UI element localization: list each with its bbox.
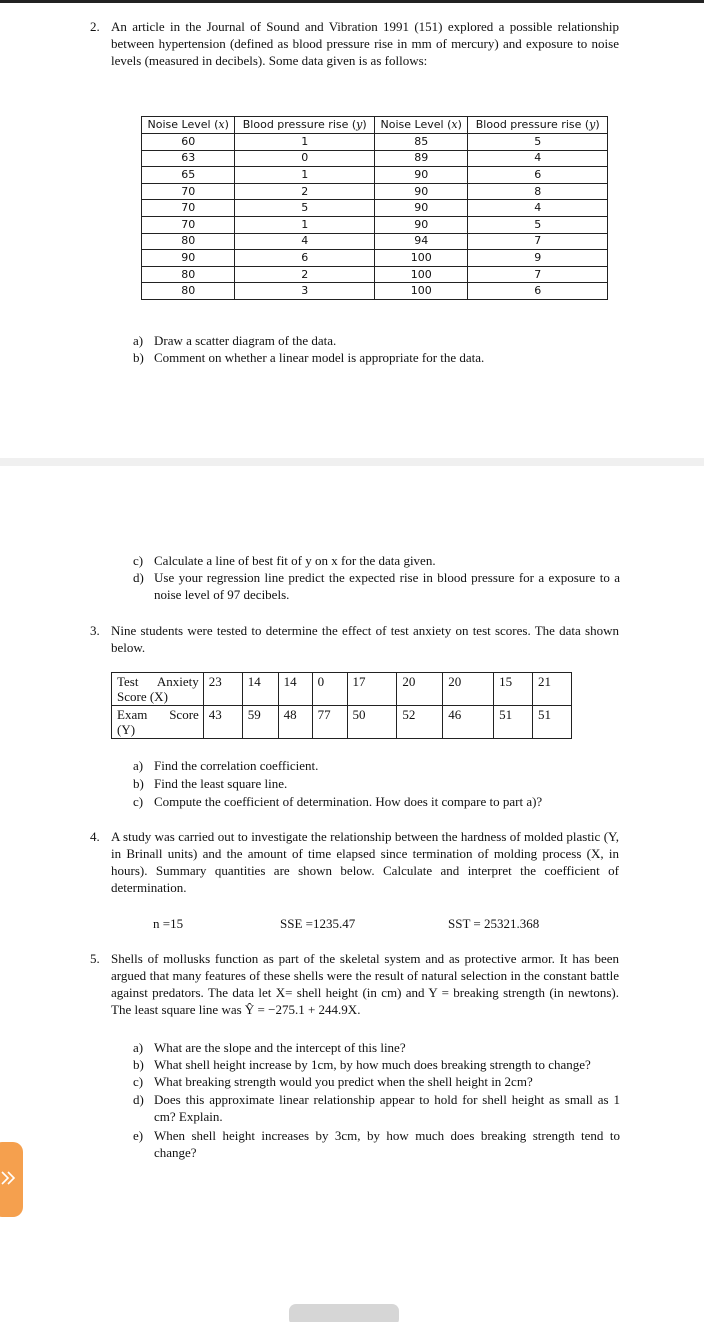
table-cell: 89 — [374, 150, 467, 167]
header-noise-level-2: Noise Level (x) — [374, 117, 467, 134]
table-cell: 14 — [242, 673, 278, 706]
table-cell: 0 — [235, 150, 375, 167]
table-cell: 51 — [494, 706, 533, 739]
q5-number: 5. — [90, 951, 100, 966]
table-row — [142, 134, 608, 151]
table-cell: 43 — [203, 706, 242, 739]
table-cell: 9 — [468, 250, 608, 267]
header-bp-rise-1: Blood pressure rise (y) — [235, 117, 375, 134]
table-cell: 1 — [235, 216, 375, 233]
table-cell: 90 — [374, 216, 467, 233]
table-cell: 7 — [468, 233, 608, 250]
q5-part-d: d) Does this approximate linear relationship appear to hold for shell height as small as 1 cm? Explain. — [133, 1092, 620, 1124]
table-cell: 100 — [374, 266, 467, 283]
table-row — [142, 183, 608, 200]
q5-part-b: b) What shell height increase by 1cm, by how much does breaking strength to change? — [133, 1057, 591, 1072]
home-indicator[interactable] — [289, 1304, 399, 1322]
row-label: Test Anxiety Score (X) — [112, 673, 204, 706]
table-cell: 5 — [468, 216, 608, 233]
anxiety-score-table — [111, 672, 572, 739]
table-cell: 70 — [142, 183, 235, 200]
q2-number: 2. — [90, 19, 100, 34]
table-row — [112, 706, 572, 739]
table-cell: 6 — [235, 250, 375, 267]
table-cell: 8 — [468, 183, 608, 200]
table-row — [142, 150, 608, 167]
table-cell: 46 — [443, 706, 494, 739]
q2-part-c: c) Calculate a line of best fit of y on x for the data given. — [133, 553, 436, 568]
table-cell: 48 — [278, 706, 312, 739]
noise-bp-table — [141, 116, 608, 300]
table-cell: 63 — [142, 150, 235, 167]
table-cell: 94 — [374, 233, 467, 250]
table-cell: 5 — [468, 134, 608, 151]
table-row — [142, 250, 608, 267]
summary-sse: SSE =1235.47 — [280, 916, 356, 931]
q5-text: Shells of mollusks function as part of the skeletal system and as protective armor. It has been argued that many features of these shells were the result of natural selection in the constant battle against predators. The data let X= shell height (in cm) and Y = breaking strength (in newtons). The least square line was Ŷ = −275.1 + 244.9X. — [111, 951, 619, 1017]
table-cell: 6 — [468, 167, 608, 184]
table-row — [142, 233, 608, 250]
table-cell: 23 — [203, 673, 242, 706]
table-cell: 2 — [235, 266, 375, 283]
q2-part-d: d) Use your regression line predict the expected rise in blood pressure for a exposure to a noise level of 97 decibels. — [133, 570, 620, 602]
table-cell: 1 — [235, 134, 375, 151]
table-cell: 17 — [347, 673, 397, 706]
table-cell: 90 — [142, 250, 235, 267]
double-chevron-right-icon — [0, 1171, 16, 1185]
q3-part-c: c) Compute the coefficient of determination. How does it compare to part a)? — [133, 794, 543, 809]
table-cell: 14 — [278, 673, 312, 706]
table-cell: 77 — [312, 706, 347, 739]
table-cell: 4 — [235, 233, 375, 250]
q5-part-a: a) What are the slope and the intercept of this line? — [133, 1040, 406, 1055]
table-row — [142, 216, 608, 233]
header-noise-level-1: Noise Level (x) — [142, 117, 235, 134]
q2-part-a: a) Draw a scatter diagram of the data. — [133, 333, 337, 348]
table-row — [142, 283, 608, 300]
table-cell: 59 — [242, 706, 278, 739]
row-label: Exam Score (Y) — [112, 706, 204, 739]
q3-text: Nine students were tested to determine the effect of test anxiety on test scores. The data shown below. — [111, 623, 619, 655]
table-cell: 15 — [494, 673, 533, 706]
q4-text: A study was carried out to investigate the relationship between the hardness of molded plastic (Y, in Brinall units) and the amount of time elapsed since termination of molding process (X, in hours). Summary quantities are shown below. Calculate and interpret the coefficient of determination. — [111, 829, 619, 895]
table-cell: 50 — [347, 706, 397, 739]
table-cell: 21 — [533, 673, 572, 706]
table-row — [142, 200, 608, 217]
summary-sst: SST = 25321.368 — [448, 916, 540, 931]
table-cell: 6 — [468, 283, 608, 300]
table-cell: 2 — [235, 183, 375, 200]
table-cell: 90 — [374, 167, 467, 184]
top-border — [0, 0, 704, 3]
table-cell: 3 — [235, 283, 375, 300]
header-bp-rise-2: Blood pressure rise (y) — [468, 117, 608, 134]
table-cell: 90 — [374, 183, 467, 200]
table-cell: 0 — [312, 673, 347, 706]
table-cell: 70 — [142, 216, 235, 233]
table-cell: 80 — [142, 233, 235, 250]
table-cell: 52 — [397, 706, 443, 739]
q3-number: 3. — [90, 623, 100, 638]
table-cell: 20 — [443, 673, 494, 706]
expand-panel-button[interactable] — [0, 1142, 23, 1217]
q3-part-a: a) Find the correlation coefficient. — [133, 758, 319, 773]
table-cell: 100 — [374, 250, 467, 267]
table-cell: 65 — [142, 167, 235, 184]
table-cell: 4 — [468, 200, 608, 217]
table-cell: 90 — [374, 200, 467, 217]
q5-part-e: e) When shell height increases by 3cm, by how much does breaking strength tend to change? — [133, 1128, 620, 1160]
q2-text: An article in the Journal of Sound and Vibration 1991 (151) explored a possible relationship between hypertension (defined as blood pressure rise in mm of mercury) and exposure to noise levels (measured in decibels). Some data given is as follows: — [111, 19, 619, 68]
q3-part-b: b) Find the least square line. — [133, 776, 288, 791]
table-cell: 20 — [397, 673, 443, 706]
table-cell: 80 — [142, 266, 235, 283]
table-cell: 100 — [374, 283, 467, 300]
table-cell: 85 — [374, 134, 467, 151]
table-cell: 80 — [142, 283, 235, 300]
table-cell: 4 — [468, 150, 608, 167]
q5-part-c: c) What breaking strength would you predict when the shell height in 2cm? — [133, 1074, 533, 1089]
table-cell: 1 — [235, 167, 375, 184]
table-cell: 60 — [142, 134, 235, 151]
table-row — [142, 266, 608, 283]
table-cell: 5 — [235, 200, 375, 217]
q4-number: 4. — [90, 829, 100, 844]
table-cell: 7 — [468, 266, 608, 283]
table-header-row — [142, 117, 608, 134]
summary-n: n =15 — [153, 916, 184, 931]
table-cell: 70 — [142, 200, 235, 217]
page-break — [0, 458, 704, 466]
q2-part-b: b) Comment on whether a linear model is appropriate for the data. — [133, 350, 485, 365]
table-row — [112, 673, 572, 706]
table-row — [142, 167, 608, 184]
table-cell: 51 — [533, 706, 572, 739]
